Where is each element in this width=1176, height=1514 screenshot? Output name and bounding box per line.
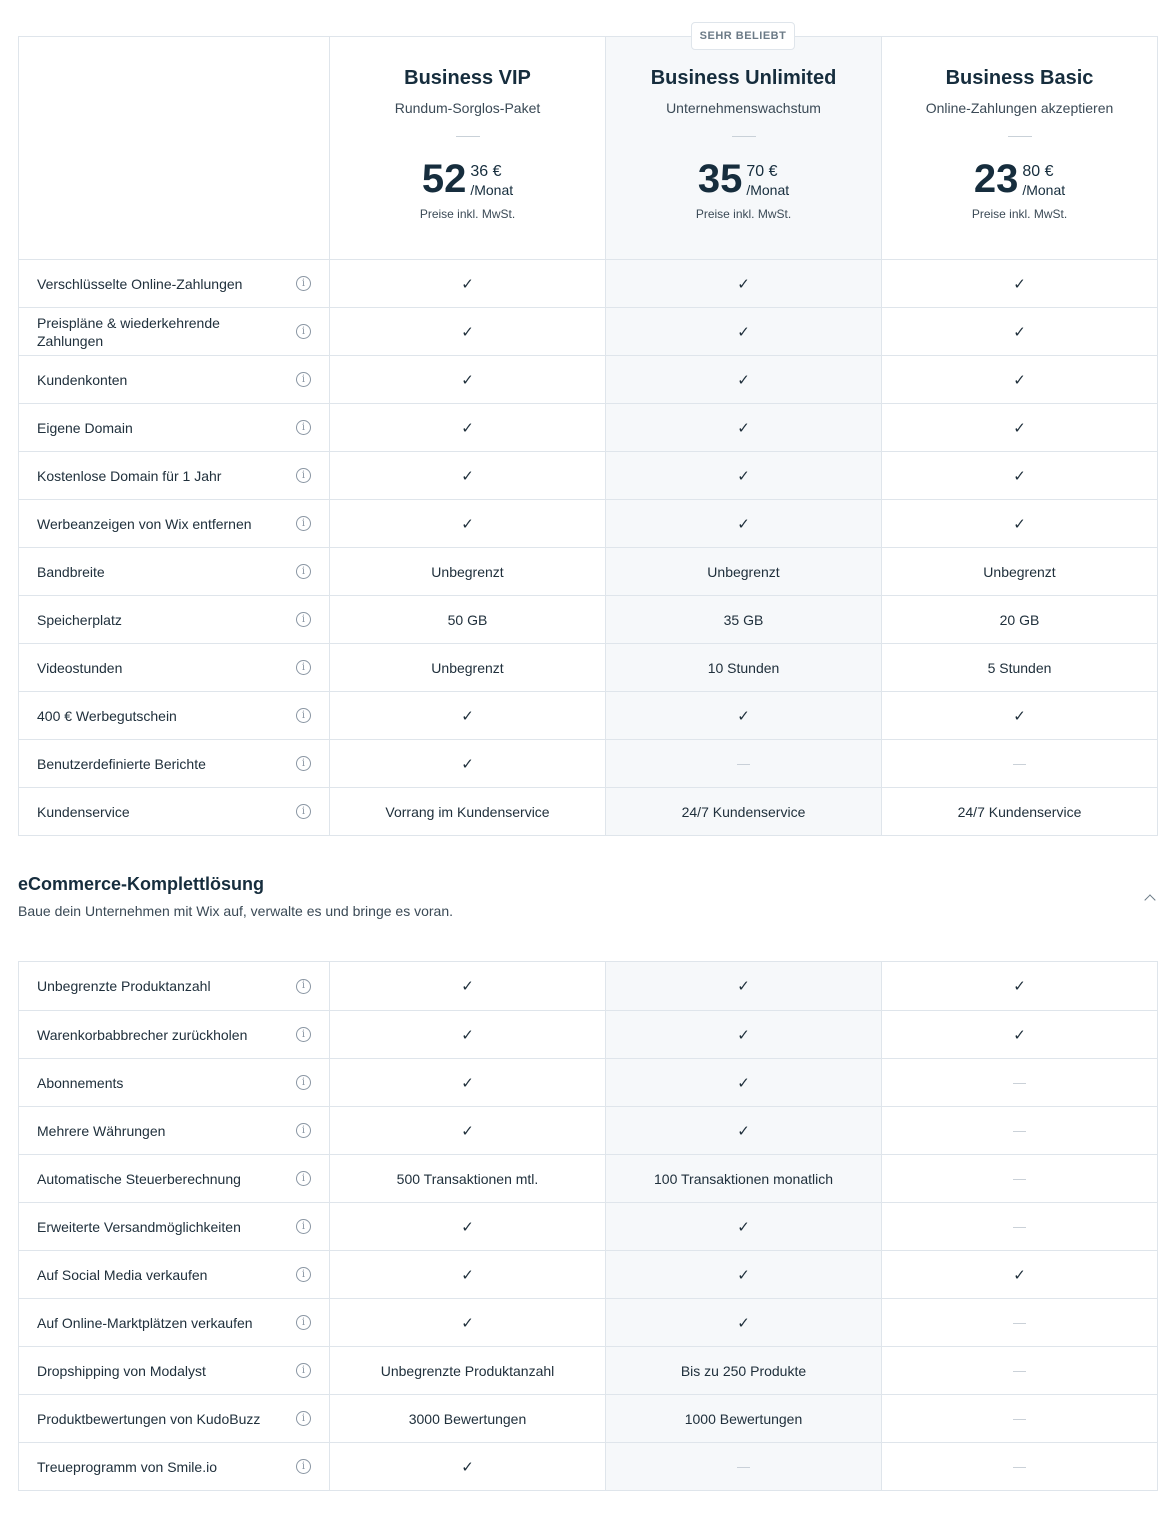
plan-value-cell [882, 1059, 1157, 1106]
check-icon: ✓ [461, 514, 474, 533]
info-icon[interactable]: i [296, 1363, 311, 1378]
plan-value-cell [330, 962, 606, 1010]
check-icon: ✓ [461, 322, 474, 341]
plan-value-cell [882, 1347, 1157, 1394]
table-row [19, 1442, 1157, 1490]
check-icon: ✓ [461, 706, 474, 725]
check-icon: ✓ [461, 418, 474, 437]
feature-label: Kundenkonten [37, 371, 128, 388]
plan-value-cell [882, 788, 1157, 835]
plan-price [422, 159, 513, 199]
dash-icon: — [1013, 1171, 1026, 1186]
check-icon: ✓ [461, 1313, 474, 1332]
feature-label: Werbeanzeigen von Wix entfernen [37, 515, 252, 532]
check-icon: ✓ [1013, 466, 1026, 485]
plan-value-cell [882, 1155, 1157, 1202]
table-row [19, 691, 1157, 739]
section-description: Baue dein Unternehmen mit Wix auf, verwalte es und bringe es voran. [18, 903, 454, 919]
check-icon: ✓ [1013, 418, 1026, 437]
info-icon[interactable]: i [296, 372, 311, 387]
plan-value-cell [606, 1443, 882, 1490]
plan-value-cell [606, 788, 882, 835]
feature-label: Eigene Domain [37, 419, 133, 436]
plan-value-cell [882, 962, 1157, 1010]
feature-value: 3000 Bewertungen [408, 1410, 527, 1427]
plan-value-cell [330, 452, 606, 499]
plan-value-cell [882, 1011, 1157, 1058]
dash-icon: — [1013, 756, 1026, 771]
feature-value: 10 Stunden [707, 659, 780, 676]
feature-name-cell [19, 1251, 330, 1298]
check-icon: ✓ [461, 1073, 474, 1092]
plan-value-cell [330, 692, 606, 739]
table-row [19, 1250, 1157, 1298]
info-icon[interactable]: i [296, 276, 311, 291]
feature-name-cell [19, 962, 330, 1010]
plan-value-cell [330, 596, 606, 643]
table-row [19, 355, 1157, 403]
plan-value-cell [882, 452, 1157, 499]
check-icon: ✓ [461, 466, 474, 485]
feature-name-cell [19, 1155, 330, 1202]
feature-label: Treueprogramm von Smile.io [37, 1458, 217, 1475]
table-row [19, 1298, 1157, 1346]
plan-value-cell [330, 1011, 606, 1058]
plan-value-cell [882, 1107, 1157, 1154]
feature-value: 24/7 Kundenservice [957, 803, 1082, 820]
plan-value-cell [606, 1059, 882, 1106]
check-icon: ✓ [461, 977, 474, 995]
check-icon: ✓ [737, 1313, 750, 1332]
feature-label: Mehrere Währungen [37, 1122, 166, 1139]
info-icon[interactable]: i [296, 1315, 311, 1330]
table-row [19, 1010, 1157, 1058]
info-icon[interactable]: i [296, 1219, 311, 1234]
feature-name-cell [19, 404, 330, 451]
info-icon[interactable]: i [296, 612, 311, 627]
feature-label: Videostunden [37, 659, 123, 676]
plan-value-cell [606, 962, 882, 1010]
dash-icon: — [1013, 1459, 1026, 1474]
feature-label: Bandbreite [37, 563, 105, 580]
plan-value-cell [330, 548, 606, 595]
plan-value-cell [330, 740, 606, 787]
info-icon[interactable]: i [296, 468, 311, 483]
feature-value: 35 GB [723, 611, 764, 628]
table-row [19, 1346, 1157, 1394]
feature-name-cell [19, 356, 330, 403]
info-icon[interactable]: i [296, 1123, 311, 1138]
plan-divider [456, 136, 480, 137]
price-decimal: 80 € [1022, 163, 1054, 180]
feature-value: Unbegrenzt [983, 563, 1056, 580]
info-icon[interactable]: i [296, 1267, 311, 1282]
plan-value-cell [606, 1251, 882, 1298]
feature-label: Kostenlose Domain für 1 Jahr [37, 467, 222, 484]
check-icon: ✓ [737, 1121, 750, 1140]
feature-label: Unbegrenzte Produktanzahl [37, 978, 211, 994]
table-row [19, 259, 1157, 307]
vat-note: Preise inkl. MwSt. [419, 207, 516, 221]
check-icon: ✓ [737, 706, 750, 725]
price-period: /Monat [1022, 182, 1066, 198]
plan-value-cell [882, 1443, 1157, 1490]
feature-value: 100 Transaktionen monatlich [654, 1170, 833, 1187]
feature-label: Automatische Steuerberechnung [37, 1170, 241, 1187]
table-row [19, 595, 1157, 643]
check-icon: ✓ [737, 977, 750, 995]
info-icon[interactable]: i [296, 708, 311, 723]
plan-value-cell [882, 548, 1157, 595]
plan-subtitle: Rundum-Sorglos-Paket [394, 100, 541, 116]
ecommerce-section-header [18, 874, 1158, 934]
plan-value-cell [330, 644, 606, 691]
table-row [19, 547, 1157, 595]
table-row [19, 1394, 1157, 1442]
info-icon[interactable]: i [296, 420, 311, 435]
price-decimal: 70 € [746, 163, 778, 180]
plan-price [974, 159, 1065, 199]
check-icon: ✓ [461, 1457, 474, 1476]
plan-value-cell [882, 500, 1157, 547]
plan-value-cell [606, 1155, 882, 1202]
check-icon: ✓ [461, 1265, 474, 1284]
plan-card-unlimited [606, 37, 882, 259]
plan-value-cell [330, 260, 606, 307]
plan-value-cell [330, 1203, 606, 1250]
plan-value-cell [330, 308, 606, 355]
feature-value: Unbegrenzt [431, 563, 504, 580]
check-icon: ✓ [1013, 1025, 1026, 1044]
price-integer: 23 [973, 157, 1019, 201]
plan-value-cell [882, 1299, 1157, 1346]
features-body [19, 259, 1157, 835]
plan-value-cell [882, 308, 1157, 355]
plan-name: Business Unlimited [650, 67, 837, 89]
feature-label: Benutzerdefinierte Berichte [37, 755, 206, 772]
plan-value-cell [606, 308, 882, 355]
check-icon: ✓ [737, 514, 750, 533]
check-icon: ✓ [461, 1121, 474, 1140]
feature-name-cell [19, 788, 330, 835]
feature-label: Auf Online-Marktplätzen verkaufen [37, 1314, 253, 1331]
plan-value-cell [606, 1203, 882, 1250]
dash-icon: — [1013, 1411, 1026, 1426]
feature-name-cell [19, 500, 330, 547]
feature-label: 400 € Werbegutschein [37, 707, 177, 724]
plan-value-cell [606, 1395, 882, 1442]
plan-subtitle: Unternehmenswachstum [666, 100, 821, 116]
plan-value-cell [330, 1059, 606, 1106]
check-icon: ✓ [1013, 514, 1026, 533]
feature-value: Unbegrenzte Produktanzahl [380, 1362, 555, 1379]
feature-label: Speicherplatz [37, 611, 122, 628]
check-icon: ✓ [1013, 1265, 1026, 1284]
plan-value-cell [882, 740, 1157, 787]
info-icon[interactable]: i [296, 516, 311, 531]
dash-icon: — [1013, 1363, 1026, 1378]
plan-value-cell [330, 1251, 606, 1298]
check-icon: ✓ [461, 274, 474, 293]
feature-label: Dropshipping von Modalyst [37, 1362, 206, 1379]
plan-value-cell [606, 644, 882, 691]
section-title: eCommerce-Komplettlösung [18, 874, 265, 894]
feature-name-cell [19, 692, 330, 739]
table-row [19, 403, 1157, 451]
plan-name: Business VIP [404, 67, 531, 89]
feature-label: Erweiterte Versandmöglichkeiten [37, 1218, 241, 1235]
feature-value: Unbegrenzt [707, 563, 780, 580]
plan-card-basic [882, 37, 1157, 259]
feature-value: Bis zu 250 Produkte [680, 1362, 807, 1379]
feature-name-cell [19, 1395, 330, 1442]
plan-value-cell [606, 500, 882, 547]
plan-value-cell [882, 596, 1157, 643]
plan-value-cell [606, 404, 882, 451]
table-row [19, 1058, 1157, 1106]
plan-name: Business Basic [945, 67, 1094, 89]
price-period: /Monat [470, 182, 514, 198]
feature-value: Vorrang im Kundenservice [385, 803, 550, 820]
plan-card-vip [330, 37, 606, 259]
plans-header-row [19, 37, 1157, 259]
feature-name-cell [19, 1443, 330, 1490]
table-row [19, 1106, 1157, 1154]
plan-value-cell [606, 1011, 882, 1058]
plan-price [698, 159, 789, 199]
table-row [19, 1202, 1157, 1250]
plan-value-cell [330, 404, 606, 451]
check-icon: ✓ [1013, 977, 1026, 995]
feature-value: Unbegrenzt [431, 659, 504, 676]
info-icon[interactable]: i [296, 1411, 311, 1426]
popular-badge: SEHR BELIEBT [691, 22, 795, 50]
feature-label: Auf Social Media verkaufen [37, 1266, 208, 1283]
plan-divider [732, 136, 756, 137]
info-icon[interactable]: i [296, 979, 311, 994]
feature-label: Preispläne & wiederkehrende Zahlungen [37, 314, 220, 349]
check-icon: ✓ [737, 1217, 750, 1236]
check-icon: ✓ [461, 754, 474, 773]
plan-value-cell [882, 1395, 1157, 1442]
feature-name-cell [19, 1059, 330, 1106]
feature-label: Produktbewertungen von KudoBuzz [37, 1410, 261, 1427]
feature-name-cell [19, 1299, 330, 1346]
plan-value-cell [330, 500, 606, 547]
plan-value-cell [606, 548, 882, 595]
check-icon: ✓ [461, 1217, 474, 1236]
vat-note: Preise inkl. MwSt. [695, 207, 792, 221]
plan-value-cell [330, 1395, 606, 1442]
info-icon[interactable]: i [296, 804, 311, 819]
plan-value-cell [330, 788, 606, 835]
info-icon[interactable]: i [296, 564, 311, 579]
plan-value-cell [606, 692, 882, 739]
info-icon[interactable]: i [296, 324, 311, 339]
feature-value: 500 Transaktionen mtl. [396, 1170, 539, 1187]
table-row [19, 307, 1157, 355]
feature-label: Verschlüsselte Online-Zahlungen [37, 275, 243, 292]
check-icon: ✓ [737, 1265, 750, 1284]
check-icon: ✓ [1013, 274, 1026, 293]
plan-value-cell [330, 356, 606, 403]
price-integer: 52 [421, 157, 467, 201]
plan-value-cell [330, 1155, 606, 1202]
feature-value: 1000 Bewertungen [684, 1410, 803, 1427]
check-icon: ✓ [1013, 322, 1026, 341]
plan-value-cell [882, 644, 1157, 691]
plan-value-cell [330, 1299, 606, 1346]
check-icon: ✓ [461, 1025, 474, 1044]
price-decimal: 36 € [470, 163, 502, 180]
plan-value-cell [606, 740, 882, 787]
feature-value: 20 GB [999, 611, 1040, 628]
plan-value-cell [606, 1107, 882, 1154]
table-row [19, 962, 1157, 1010]
feature-value: 5 Stunden [987, 659, 1052, 676]
price-period: /Monat [746, 182, 790, 198]
info-icon[interactable]: i [296, 1027, 311, 1042]
dash-icon: — [1013, 1315, 1026, 1330]
plan-value-cell [882, 356, 1157, 403]
check-icon: ✓ [737, 370, 750, 389]
ecommerce-comparison-table [18, 961, 1158, 1491]
plan-value-cell [606, 596, 882, 643]
feature-label: Warenkorbabbrecher zurückholen [37, 1026, 248, 1043]
feature-name-cell [19, 260, 330, 307]
table-row [19, 787, 1157, 835]
plan-value-cell [606, 452, 882, 499]
check-icon: ✓ [737, 322, 750, 341]
check-icon: ✓ [737, 1025, 750, 1044]
plan-value-cell [330, 1443, 606, 1490]
info-icon[interactable]: i [296, 756, 311, 771]
feature-value: 50 GB [447, 611, 488, 628]
check-icon: ✓ [1013, 370, 1026, 389]
plans-comparison-table [18, 36, 1158, 836]
info-icon[interactable]: i [296, 1459, 311, 1474]
vat-note: Preise inkl. MwSt. [971, 207, 1068, 221]
info-icon[interactable]: i [296, 660, 311, 675]
info-icon[interactable]: i [296, 1171, 311, 1186]
dash-icon: — [737, 1459, 750, 1474]
feature-name-cell [19, 1347, 330, 1394]
table-row [19, 451, 1157, 499]
dash-icon: — [1013, 1075, 1026, 1090]
feature-label: Kundenservice [37, 803, 130, 820]
check-icon: ✓ [1013, 706, 1026, 725]
header-empty-cell [19, 37, 330, 259]
check-icon: ✓ [737, 418, 750, 437]
plan-value-cell [606, 1299, 882, 1346]
plan-value-cell [330, 1347, 606, 1394]
plan-value-cell [882, 1251, 1157, 1298]
plan-value-cell [606, 1347, 882, 1394]
plan-value-cell [882, 1203, 1157, 1250]
feature-name-cell [19, 596, 330, 643]
check-icon: ✓ [737, 274, 750, 293]
plan-value-cell [882, 260, 1157, 307]
dash-icon: — [737, 756, 750, 771]
plan-value-cell [882, 404, 1157, 451]
dash-icon: — [1013, 1123, 1026, 1138]
table-row [19, 643, 1157, 691]
feature-value: 24/7 Kundenservice [681, 803, 806, 820]
plan-value-cell [882, 692, 1157, 739]
feature-name-cell [19, 452, 330, 499]
dash-icon: — [1013, 1219, 1026, 1234]
plan-divider [1008, 136, 1032, 137]
ecommerce-features-body [19, 962, 1157, 1490]
feature-name-cell [19, 1011, 330, 1058]
plan-value-cell [330, 1107, 606, 1154]
plan-value-cell [606, 356, 882, 403]
table-row [19, 499, 1157, 547]
table-row [19, 739, 1157, 787]
feature-name-cell [19, 1203, 330, 1250]
price-integer: 35 [697, 157, 743, 201]
feature-name-cell [19, 740, 330, 787]
feature-name-cell [19, 644, 330, 691]
feature-name-cell [19, 1107, 330, 1154]
plan-subtitle: Online-Zahlungen akzeptieren [925, 100, 1114, 116]
plan-value-cell [606, 260, 882, 307]
feature-name-cell [19, 308, 330, 355]
check-icon: ✓ [461, 370, 474, 389]
check-icon: ✓ [737, 466, 750, 485]
feature-label: Abonnements [37, 1074, 124, 1091]
feature-name-cell [19, 548, 330, 595]
check-icon: ✓ [737, 1073, 750, 1092]
table-row [19, 1154, 1157, 1202]
info-icon[interactable]: i [296, 1075, 311, 1090]
